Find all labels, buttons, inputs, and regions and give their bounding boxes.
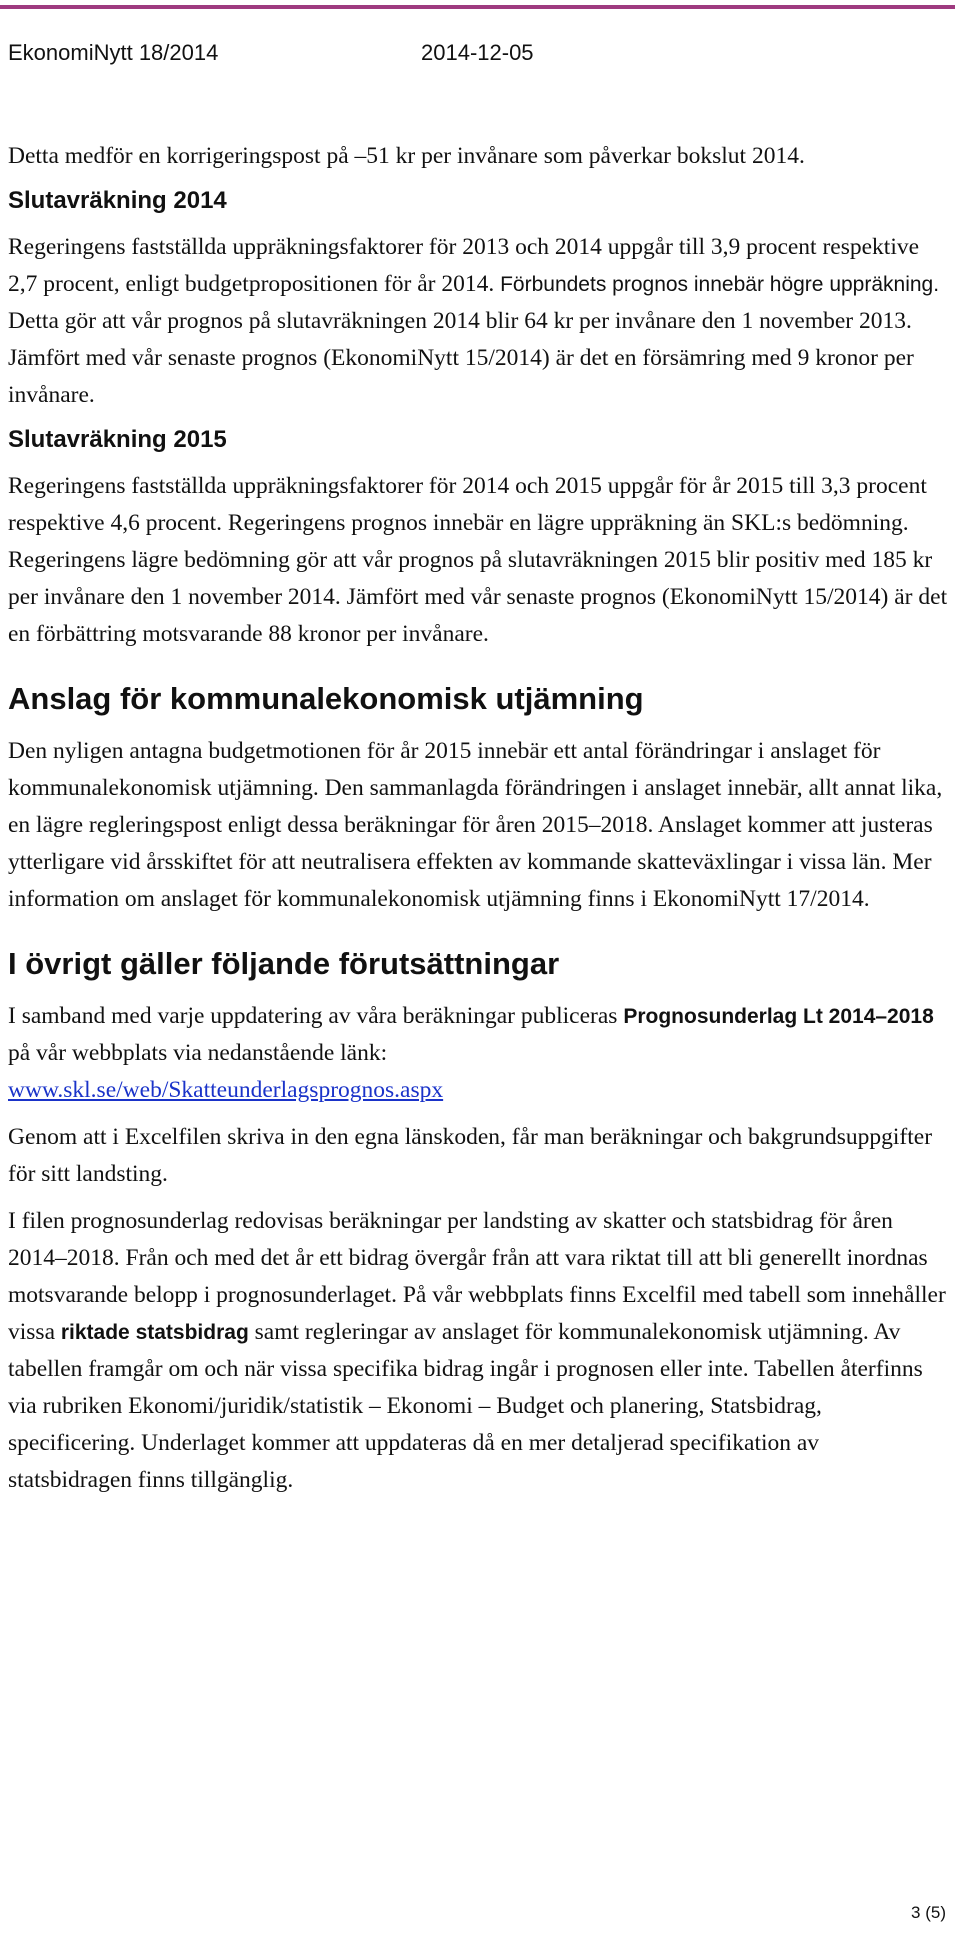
text-run-sans: Förbundets prognos innebär högre uppräkning. (500, 273, 940, 296)
heading-slutavrakning-2014: Slutavräkning 2014 (8, 187, 227, 214)
paragraph-slutavrakning-2014 (8, 229, 948, 414)
text-run: på vår webbplats via nedanstående länk: (8, 1040, 388, 1066)
text-run: Regeringens fastställda uppräkningsfaktorer för 2013 och 2014 uppgår till 3,9 procent respektive 2,7 procent, enligt budgetpropositionen för år 2014. (8, 234, 920, 297)
publication-name: EkonomiNytt 18/2014 (8, 40, 219, 65)
prognosunderlag-title: Prognosunderlag Lt 2014–2018 (623, 1005, 934, 1028)
skatteunderlag-link[interactable]: www.skl.se/web/Skatteunderlagsprognos.aspx (8, 1077, 444, 1103)
text-run: I samband med varje uppdatering av våra beräkningar publiceras (8, 1003, 624, 1029)
top-rule (0, 5, 955, 9)
paragraph-slutavrakning-2015: Regeringens fastställda uppräkningsfaktorer för 2014 och 2015 uppgår för år 2015 till 3,3 procent respektive 4,6 procent. Regeringens prognos innebär en lägre uppräkning än SKL:s bedömning. Regeringens lägre bedömning gör att vår prognos på slutavräkningen 2015 blir positiv med 185 kr per invånare den 1 november 2014. Jämfört med vår senaste prognos (EkonomiNytt 15/2014) är det en förbättring motsvarande 88 kronor per invånare. (8, 473, 948, 647)
text-run: samt regleringar av anslaget för kommunalekonomisk utjämning. Av tabellen framgår om och när vissa specifika bidrag ingår i prognosen eller inte. Tabellen återfinns via rubriken Ekonomi/juridik/statistik – Ekonomi – Budget och planering, Statsbidrag, specificering. Underlaget kommer att uppdateras då en mer detaljerad specifikation av statsbidragen finns tillgänglig. (8, 1319, 923, 1493)
riktade-statsbidrag-term: riktade statsbidrag (60, 1321, 249, 1344)
text-run: Detta gör att vår prognos på slutavräkningen 2014 blir 64 kr per invånare den 1 november 2013. Jämfört med vår senaste prognos (EkonomiNytt 15/2014) är det en försämring med 9 kronor per invånare. (8, 308, 914, 408)
paragraph-anslag: Den nyligen antagna budgetmotionen för år 2015 innebär ett antal förändringar i anslaget för kommunalekonomisk utjämning. Den sammanlagda förändringen i anslaget innebär, allt annat lika, en lägre regleringspost enligt dessa beräkningar för åren 2015–2018. Anslaget kommer att justeras ytterligare vid årsskiftet för att neutralisera effekten av kommande skatteväxlingar i vissa län. Mer information om anslaget för kommunalekonomisk utjämning finns i EkonomiNytt 17/2014. (8, 738, 943, 912)
paragraph-publiceras (8, 998, 948, 1109)
heading-slutavrakning-2015: Slutavräkning 2015 (8, 426, 227, 453)
paragraph-prognosunderlag (8, 1203, 948, 1499)
intro-paragraph: Detta medför en korrigeringspost på –51 kr per invånare som påverkar bokslut 2014. (8, 143, 805, 169)
article-body (8, 138, 948, 1509)
text-run: I filen prognosunderlag redovisas beräkningar per landsting av skatter och statsbidrag för åren 2014–2018. Från och med det år ett bidrag övergår från att vara riktat till att bli generellt inordnas motsvarande belopp i prognosunderlaget. På vår webbplats finns Excelfil med tabell som innehåller vissa (8, 1208, 946, 1345)
publication-date: 2014-12-05 (421, 40, 534, 65)
heading-ovrigt: I övrigt gäller följande förutsättningar (8, 946, 560, 981)
page-number: 3 (5) (911, 1903, 946, 1922)
heading-anslag: Anslag för kommunalekonomisk utjämning (8, 681, 644, 716)
paragraph-excelfil: Genom att i Excelfilen skriva in den egna länskoden, får man beräkningar och bakgrundsuppgifter för sitt landsting. (8, 1124, 933, 1187)
